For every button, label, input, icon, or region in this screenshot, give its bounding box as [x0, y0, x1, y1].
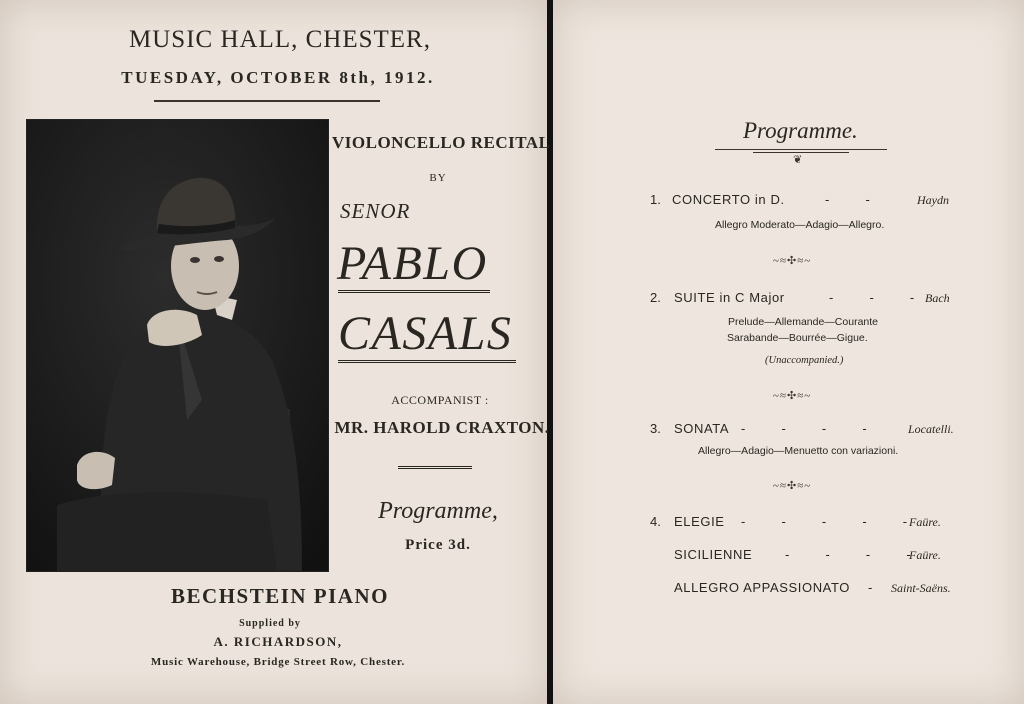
- title-rule: [715, 149, 887, 150]
- leader-dashes: - - -: [829, 290, 915, 305]
- by-label: BY: [429, 172, 447, 184]
- venue-heading: MUSIC HALL, CHESTER,: [129, 26, 431, 53]
- dealer-name: A. RICHARDSON,: [213, 634, 343, 649]
- leader-dashes: - -: [825, 192, 870, 207]
- composer-name: Bach: [925, 291, 950, 305]
- leader-dashes: -: [868, 580, 873, 595]
- item-number: 4.: [650, 514, 661, 529]
- composer-name: Saint-Saëns.: [891, 581, 951, 595]
- performer-first-name: PABLO: [337, 237, 488, 290]
- programme-label: Programme,: [378, 498, 498, 524]
- work-title: ALLEGRO APPASSIONATO: [674, 580, 851, 595]
- composer-name: Haydn: [917, 193, 949, 207]
- dealer-address: Music Warehouse, Bridge Street Row, Chester.: [150, 656, 406, 668]
- concert-date: TUESDAY, OCTOBER 8th, 1912.: [121, 68, 435, 87]
- scroll-ornament-icon: ~≈✣≈~: [773, 390, 812, 402]
- accompanist-name: MR. HAROLD CRAXTON.: [334, 418, 550, 437]
- recital-heading: VIOLONCELLO RECITAL: [332, 133, 551, 152]
- composer-name: Faüre.: [909, 548, 941, 562]
- performer-portrait-photo: [26, 119, 329, 572]
- leader-dashes: - - - -: [785, 547, 911, 562]
- name-rule-lower: [338, 360, 516, 363]
- work-title: SUITE in C Major: [674, 290, 785, 305]
- work-title: ELEGIE: [674, 514, 725, 529]
- piano-heading: BECHSTEIN PIANO: [171, 584, 389, 608]
- composer-name: Faüre.: [909, 515, 941, 529]
- work-title: SICILIENNE: [674, 547, 753, 562]
- leader-dashes: - - - -: [741, 421, 867, 436]
- scroll-ornament-icon: ~≈✣≈~: [773, 255, 812, 267]
- name-rule-upper: [338, 290, 490, 293]
- movements-line: Allegro—Adagio—Menuetto con variazioni.: [698, 445, 899, 457]
- work-title: CONCERTO in D.: [672, 192, 785, 207]
- fleuron-icon: ❦: [793, 154, 804, 166]
- accompanist-label: ACCOMPANIST :: [391, 393, 489, 407]
- work-title: SONATA: [674, 421, 730, 436]
- performance-note: (Unaccompanied.): [765, 355, 844, 366]
- scroll-ornament-icon: ~≈✣≈~: [773, 480, 812, 492]
- movements-line: Sarabande—Bourrée—Gigue.: [727, 332, 868, 344]
- item-number: 2.: [650, 290, 661, 305]
- date-underline: [154, 100, 380, 102]
- composer-name: Locatelli.: [908, 422, 954, 436]
- section-divider: [398, 466, 472, 469]
- item-number: 1.: [650, 192, 661, 207]
- programme-title: Programme.: [743, 118, 858, 143]
- programme-listing-page: [553, 0, 1024, 704]
- movements-line: Prelude—Allemande—Courante: [728, 316, 878, 328]
- movements-line: Allegro Moderato—Adagio—Allegro.: [715, 219, 885, 231]
- price-label: Price 3d.: [405, 537, 471, 553]
- performer-honorific: SENOR: [340, 199, 411, 223]
- leader-dashes: - - - - -: [741, 514, 908, 529]
- item-number: 3.: [650, 421, 661, 436]
- performer-last-name: CASALS: [338, 307, 513, 360]
- supplied-by-label: Supplied by: [239, 618, 301, 629]
